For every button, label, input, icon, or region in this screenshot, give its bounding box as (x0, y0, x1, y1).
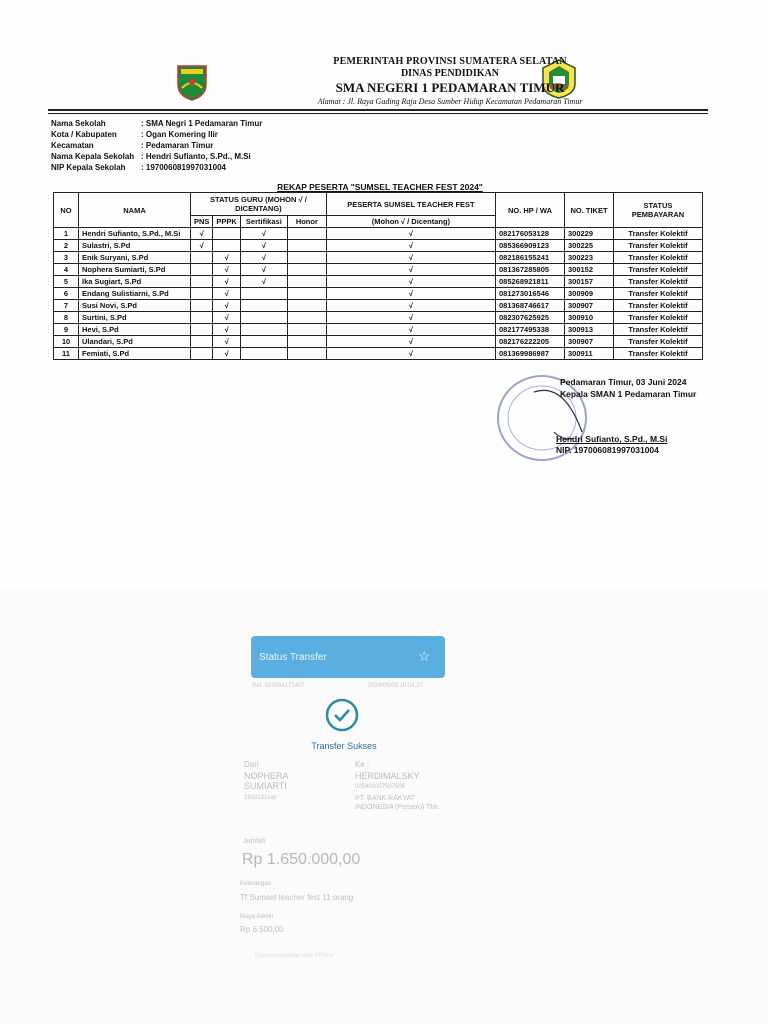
cell-no: 1 (54, 228, 79, 240)
status-transfer-title: Status Transfer (259, 652, 327, 663)
cell-no: 9 (54, 324, 79, 336)
transfer-amount: Rp 1.650.000,00 (242, 851, 361, 868)
receipt-footer: Dipersembahkan oleh BRImo (255, 953, 334, 959)
cell-honor (287, 348, 326, 360)
cell-peserta: √ (326, 228, 495, 240)
info-key: Kecamatan (51, 141, 94, 150)
cell-peserta: √ (326, 276, 495, 288)
cell-tiket: 300157 (565, 276, 614, 288)
to-name: HERDIMALSKY (355, 771, 420, 781)
cell-bayar: Transfer Kolektif (614, 252, 703, 264)
cell-pns (191, 276, 213, 288)
table-row (54, 228, 703, 240)
to-label: Ke : (355, 760, 370, 769)
cell-hp: 082307625925 (496, 312, 565, 324)
info-value: : SMA Negri 1 Pedamaran Timur (141, 119, 263, 128)
cell-hp: 085268921811 (496, 276, 565, 288)
cell-hp: 082176053128 (496, 228, 565, 240)
cell-hp: 082177495338 (496, 324, 565, 336)
info-row (51, 118, 262, 129)
cell-sertifikasi (240, 312, 287, 324)
letterhead (170, 56, 730, 106)
participant-table (53, 192, 703, 360)
col-status: STATUS GURU (MOHON √ / DICENTANG) (191, 193, 327, 216)
cell-peserta: √ (326, 312, 495, 324)
cell-tiket: 300229 (565, 228, 614, 240)
cell-pppk: √ (213, 348, 240, 360)
cell-tiket: 300907 (565, 300, 614, 312)
cell-no: 2 (54, 240, 79, 252)
cell-peserta: √ (326, 240, 495, 252)
cell-pns: √ (191, 240, 213, 252)
letterhead-school: SMA NEGERI 1 PEDAMARAN TIMUR (335, 80, 565, 95)
cell-pns (191, 324, 213, 336)
col-peserta: PESERTA SUMSEL TEACHER FEST (326, 193, 495, 216)
info-row (51, 151, 262, 162)
signature-name-block (556, 434, 667, 456)
cell-sertifikasi (240, 348, 287, 360)
signature-role: Kepala SMAN 1 Pedamaran Timur (560, 389, 697, 399)
cell-hp: 081367285805 (496, 264, 565, 276)
cell-nama: Nophera Sumiarti, S.Pd (79, 264, 191, 276)
fee-label: Biaya Admin (240, 914, 274, 920)
cell-sertifikasi (240, 300, 287, 312)
cell-no: 4 (54, 264, 79, 276)
signature-block (560, 376, 696, 400)
favorite-star-icon[interactable]: ☆ (418, 648, 431, 664)
col-sertifikasi: Sertifikasi (240, 216, 287, 228)
header-rule (48, 109, 708, 111)
cell-honor (287, 264, 326, 276)
table-row (54, 336, 703, 348)
cell-bayar: Transfer Kolektif (614, 300, 703, 312)
info-value: : 197006081997031004 (141, 163, 226, 172)
cell-no: 8 (54, 312, 79, 324)
info-key: NIP Kepala Sekolah (51, 163, 126, 172)
cell-nama: Ulandari, S.Pd (79, 336, 191, 348)
table-row (54, 276, 703, 288)
col-pppk: PPPK (213, 216, 240, 228)
cell-no: 10 (54, 336, 79, 348)
cell-pppk: √ (213, 312, 240, 324)
letterhead-line1: PEMERINTAH PROVINSI SUMATERA SELATAN (333, 56, 567, 67)
cell-hp: 082176222205 (496, 336, 565, 348)
cell-bayar: Transfer Kolektif (614, 336, 703, 348)
col-pns: PNS (191, 216, 213, 228)
cell-nama: Hendri Sufianto, S.Pd., M.Si (79, 228, 191, 240)
transfer-note: Tf Sumsel teacher fest 11 orang (240, 893, 354, 902)
cell-no: 6 (54, 288, 79, 300)
cell-honor (287, 288, 326, 300)
cell-bayar: Transfer Kolektif (614, 228, 703, 240)
col-nama: NAMA (79, 193, 191, 228)
signature-nip: NIP. 197006081997031004 (556, 445, 659, 455)
cell-peserta: √ (326, 264, 495, 276)
col-mohon: (Mohon √ / Dicentang) (326, 216, 495, 228)
cell-tiket: 300152 (565, 264, 614, 276)
cell-honor (287, 312, 326, 324)
table-row (54, 252, 703, 264)
col-no: NO (54, 193, 79, 228)
cell-sertifikasi (240, 324, 287, 336)
cell-no: 11 (54, 348, 79, 360)
cell-hp: 081368746617 (496, 300, 565, 312)
note-label: Keterangan (240, 881, 272, 887)
to-bank: PT. BANK RAKYAT INDONESIA (Persero) Tbk. (355, 795, 440, 811)
cell-pppk: √ (213, 276, 240, 288)
transfer-status: Transfer Sukses (311, 741, 377, 751)
cell-pns: √ (191, 228, 213, 240)
cell-pppk: √ (213, 288, 240, 300)
cell-pns (191, 336, 213, 348)
info-row (51, 129, 262, 140)
cell-bayar: Transfer Kolektif (614, 348, 703, 360)
to-account: 025401007507506 (355, 784, 406, 790)
cell-bayar: Transfer Kolektif (614, 288, 703, 300)
cell-no: 5 (54, 276, 79, 288)
cell-peserta: √ (326, 300, 495, 312)
cell-nama: Sulastri, S.Pd (79, 240, 191, 252)
table-row (54, 312, 703, 324)
cell-bayar: Transfer Kolektif (614, 312, 703, 324)
cell-tiket: 300913 (565, 324, 614, 336)
cell-bayar: Transfer Kolektif (614, 276, 703, 288)
cell-tiket: 300911 (565, 348, 614, 360)
from-label: Dari (244, 760, 259, 769)
cell-sertifikasi (240, 288, 287, 300)
cell-tiket: 300225 (565, 240, 614, 252)
cell-hp: 085366909123 (496, 240, 565, 252)
cell-nama: Endang Sulistiarni, S.Pd (79, 288, 191, 300)
cell-pppk: √ (213, 264, 240, 276)
cell-honor (287, 276, 326, 288)
cell-honor (287, 228, 326, 240)
col-tiket: NO. TIKET (565, 193, 614, 228)
cell-pns (191, 288, 213, 300)
info-value: : Pedamaran Timur (141, 141, 214, 150)
school-info (51, 118, 262, 173)
cell-peserta: √ (326, 288, 495, 300)
col-hp: NO. HP / WA (496, 193, 565, 228)
cell-no: 3 (54, 252, 79, 264)
receipt-ref: Ref. 823084172407 (252, 683, 305, 689)
cell-hp: 082186155241 (496, 252, 565, 264)
cell-bayar: Transfer Kolektif (614, 324, 703, 336)
header-rule-thin (48, 113, 708, 114)
cell-bayar: Transfer Kolektif (614, 264, 703, 276)
cell-tiket: 300907 (565, 336, 614, 348)
cell-hp: 081369986987 (496, 348, 565, 360)
cell-nama: Femiati, S.Pd (79, 348, 191, 360)
from-name: NOPHERA SUMIARTI (244, 771, 289, 791)
cell-nama: Enik Suryani, S.Pd (79, 252, 191, 264)
table-row (54, 288, 703, 300)
table-row (54, 264, 703, 276)
table-title: REKAP PESERTA "SUMSEL TEACHER FEST 2024" (277, 182, 483, 192)
cell-sertifikasi: √ (240, 276, 287, 288)
cell-pppk: √ (213, 300, 240, 312)
cell-pppk: √ (213, 336, 240, 348)
table-row (54, 300, 703, 312)
table-row (54, 240, 703, 252)
success-check-icon (325, 698, 359, 732)
info-value: : Hendri Sufianto, S.Pd., M.Si (141, 152, 251, 161)
cell-nama: Susi Novi, S.Pd (79, 300, 191, 312)
cell-pns (191, 264, 213, 276)
cell-sertifikasi: √ (240, 264, 287, 276)
cell-honor (287, 336, 326, 348)
cell-bayar: Transfer Kolektif (614, 240, 703, 252)
cell-sertifikasi: √ (240, 252, 287, 264)
cell-pppk (213, 240, 240, 252)
letterhead-line2: DINAS PENDIDIKAN (400, 68, 500, 79)
from-account: 1810131xxx (244, 795, 277, 801)
cell-pppk: √ (213, 324, 240, 336)
cell-hp: 081273016546 (496, 288, 565, 300)
letterhead-address: Alamat : Jl. Raya Gading Raja Desa Sumber Hidup Kecamatan Pedamaran Timur (317, 97, 583, 106)
col-bayar: STATUS PEMBAYARAN (614, 193, 703, 228)
cell-peserta: √ (326, 252, 495, 264)
cell-pppk (213, 228, 240, 240)
info-value: : Ogan Komering Ilir (141, 130, 218, 139)
receipt-datetime: 2024/06/03 10:04:37 (368, 683, 424, 689)
cell-nama: Hevi, S.Pd (79, 324, 191, 336)
admin-fee: Rp 6.500,00 (240, 925, 284, 934)
cell-pns (191, 312, 213, 324)
cell-pns (191, 348, 213, 360)
cell-honor (287, 240, 326, 252)
col-honor: Honor (287, 216, 326, 228)
cell-pppk: √ (213, 252, 240, 264)
info-row (51, 140, 262, 151)
cell-pns (191, 300, 213, 312)
table-row (54, 324, 703, 336)
cell-nama: Ika Sugiart, S.Pd (79, 276, 191, 288)
cell-peserta: √ (326, 348, 495, 360)
info-key: Nama Kepala Sekolah (51, 152, 135, 161)
info-row (51, 162, 262, 173)
signature-place-date: Pedamaran Timur, 03 Juni 2024 (560, 377, 687, 387)
amount-label: Jumlah (243, 838, 266, 845)
cell-peserta: √ (326, 336, 495, 348)
cell-honor (287, 252, 326, 264)
cell-peserta: √ (326, 324, 495, 336)
cell-nama: Surtini, S.Pd (79, 312, 191, 324)
cell-pns (191, 252, 213, 264)
cell-honor (287, 300, 326, 312)
info-key: Nama Sekolah (51, 119, 106, 128)
table-row (54, 348, 703, 360)
cell-no: 7 (54, 300, 79, 312)
cell-tiket: 300909 (565, 288, 614, 300)
cell-tiket: 300910 (565, 312, 614, 324)
signature-name: Hendri Sufianto, S.Pd., M.Si (556, 434, 668, 444)
cell-sertifikasi: √ (240, 228, 287, 240)
info-key: Kota / Kabupaten (51, 130, 117, 139)
cell-sertifikasi: √ (240, 240, 287, 252)
cell-tiket: 300223 (565, 252, 614, 264)
cell-honor (287, 324, 326, 336)
cell-sertifikasi (240, 336, 287, 348)
